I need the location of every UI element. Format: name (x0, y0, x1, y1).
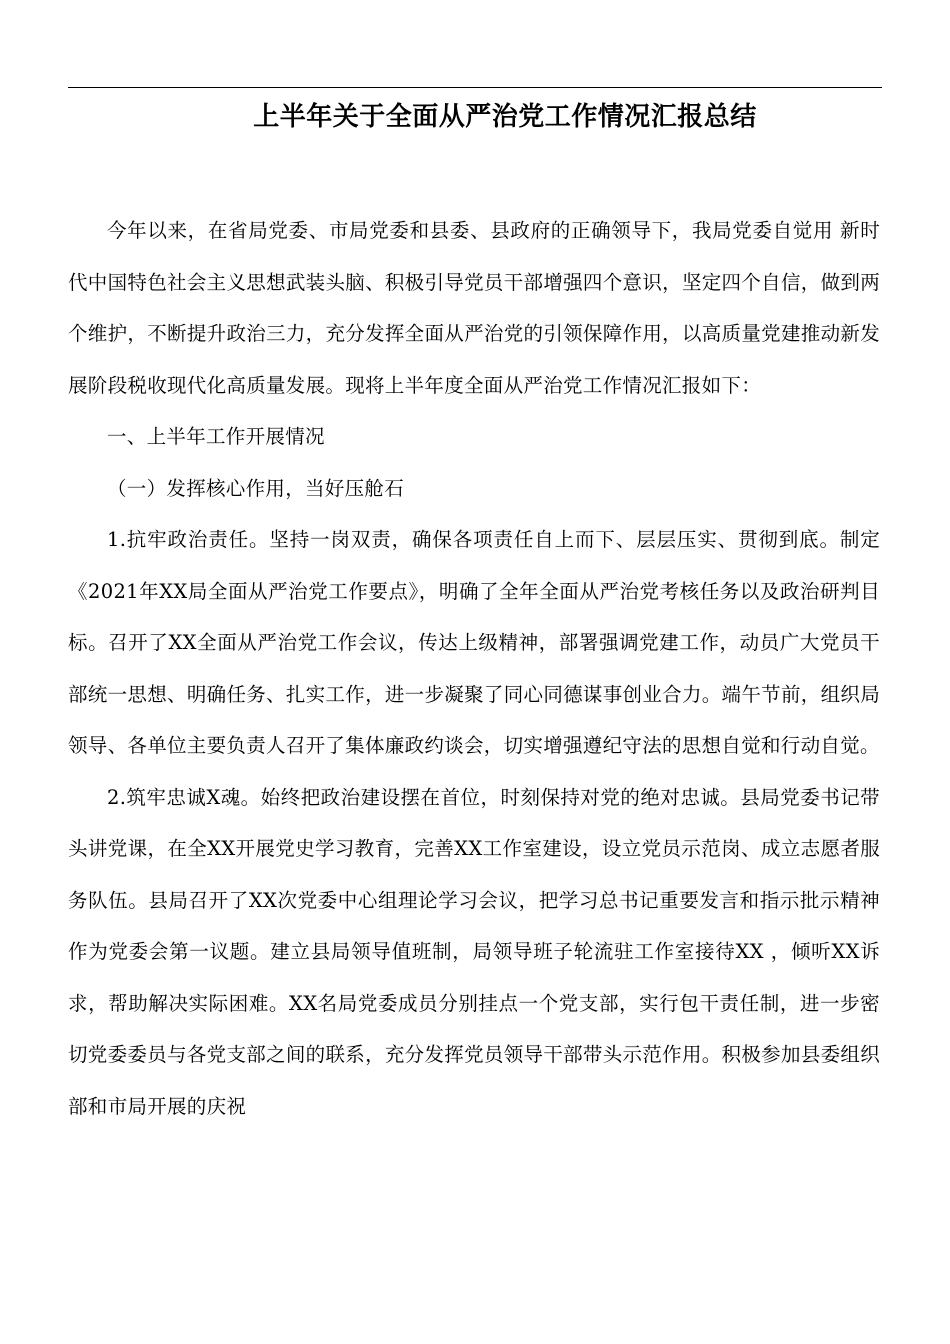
paragraph-item-1: 1.抗牢政治责任。坚持一岗双责，确保各项责任自上而下、层层压实、贯彻到底。制定《2021年XX局全面从严治党工作要点》，明确了全年全面从严治党考核任务以及政治研判目标。召开了XX全面从严治党工作会议，传达上级精神，部署强调党建工作，动员广大党员干部统一思想、明确任务、扎实工作，进一步凝聚了同心同德谋事创业合力。端午节前，组织局领导、各单位主要负责人召开了集体廉政约谈会，切实增强遵纪守法的思想自觉和行动自觉。 (68, 528, 880, 757)
subsection-heading: （一）发挥核心作用，当好压舱石 (107, 476, 405, 500)
section-heading: 一、上半年工作开展情况 (107, 425, 325, 448)
document-body (68, 205, 880, 1132)
header-rule (68, 87, 882, 88)
paragraph-intro: 今年以来，在省局党委、市局党委和县委、县政府的正确领导下，我局党委自觉用 新时代中国特色社会主义思想武装头脑、积极引导党员干部增强四个意识，坚定四个自信，做到两个维护，不断提升政治三力，充分发挥全面从严治党的引领保障作用，以高质量党建推动新发展阶段税收现代化高质量发展。现将上半年度全面从严治党工作情况汇报如下： (68, 219, 880, 397)
document-title: 上半年关于全面从严治党工作情况汇报总结 (253, 102, 757, 132)
paragraph-item-2: 2.筑牢忠诚X魂。始终把政治建设摆在首位，时刻保持对党的绝对忠诚。县局党委书记带头讲党课，在全XX开展党史学习教育，完善XX工作室建设，设立党员示范岗、成立志愿者服务队伍。县局召开了XX次党委中心组理论学习会议，把学习总书记重要发言和指示批示精神作为党委会第一议题。建立县局领导值班制，局领导班子轮流驻工作室接待XX ，倾听XX诉求，帮助解决实际困难。XX名局党委成员分别挂点一个党支部，实行包干责任制，进一步密切党委委员与各党支部之间的联系，充分发挥党员领导干部带头示范作用。积极参加县委组织部和市局开展的庆祝 (68, 785, 880, 1118)
